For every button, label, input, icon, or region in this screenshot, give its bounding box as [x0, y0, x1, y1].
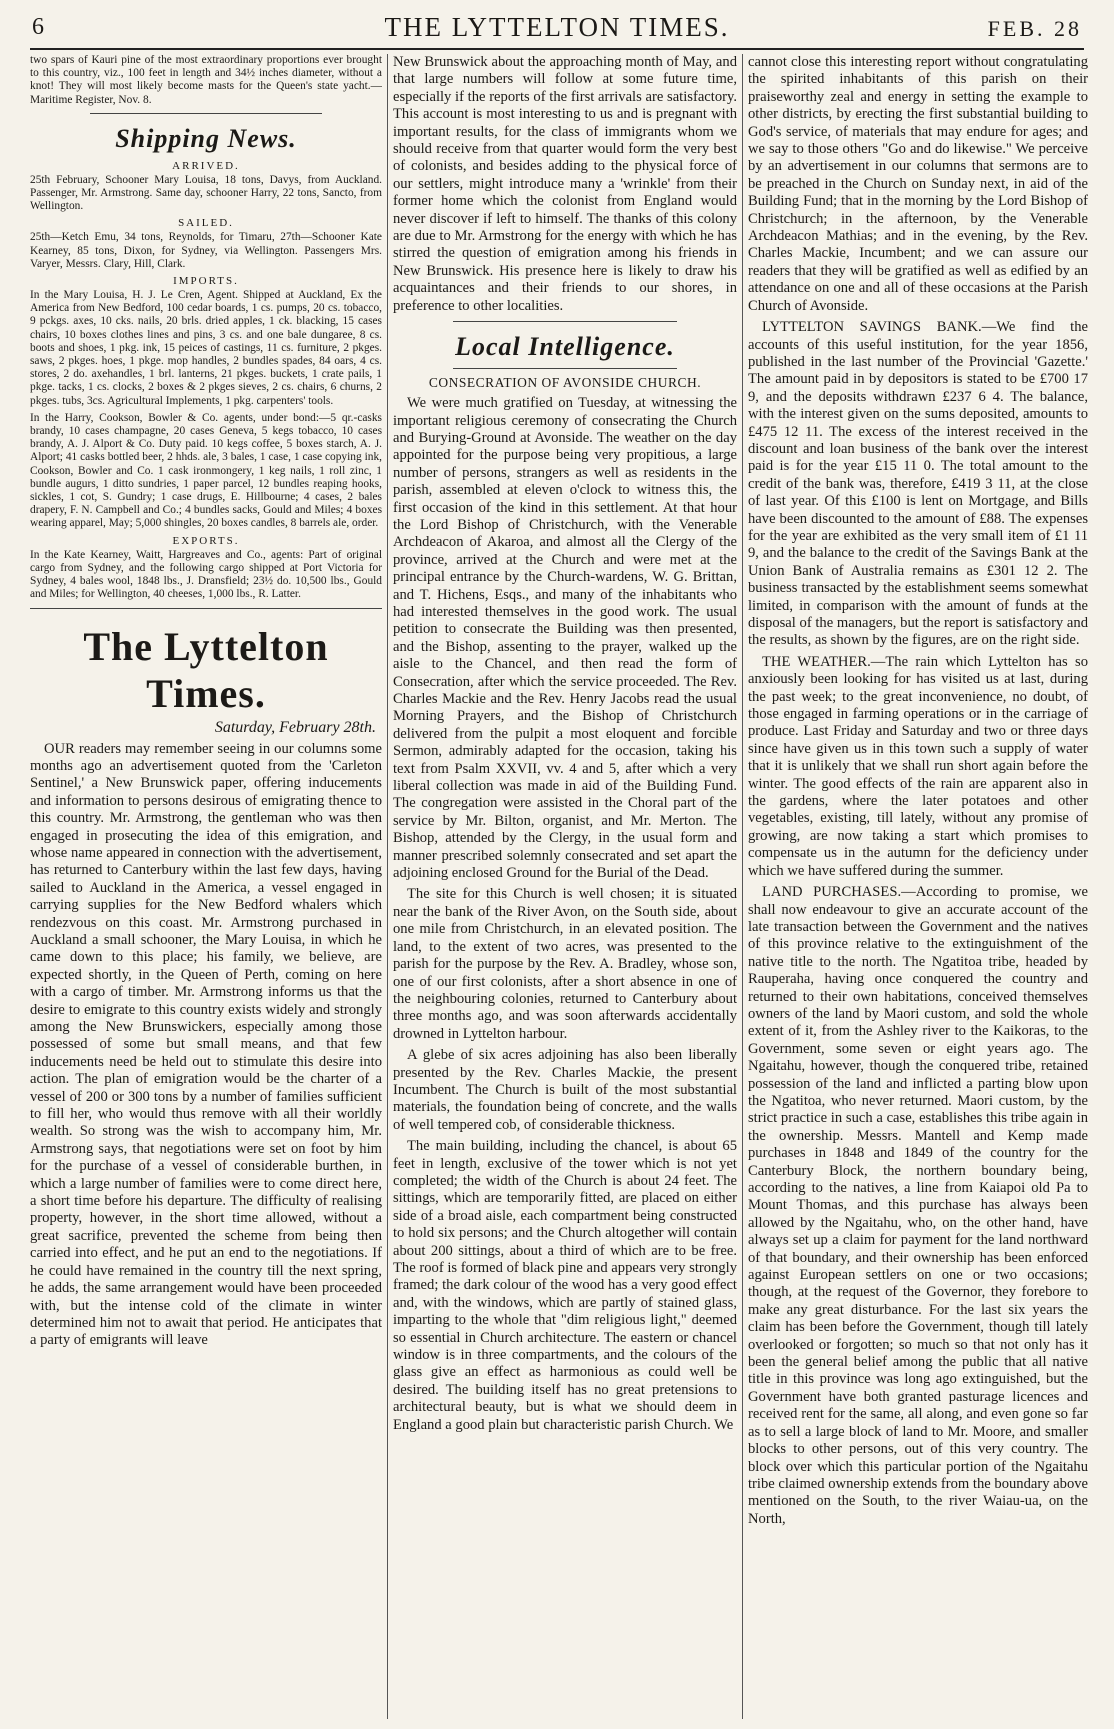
local-intelligence-title: Local Intelligence. — [455, 332, 675, 362]
weather-lead: THE WEATHER. — [762, 653, 871, 670]
consecration-paragraph: The main building, including the chancel, is about 65 feet in length, exclusive of the tower which is not yet completed; the width of the Church is about 24 feet. The sittings, which are temporarily fitted, are placed on either side of a broad aisle, each compartment being constructed to hold six persons; and the Church altogether will contain about 200 sittings, about a third of which are to be free. The roof is formed of black pine and appears very strongly framed; the dark colour of the wood has a very good effect and, with the windows, which are partly of stained glass, imparting to the whole that "dim religious light," deemed so essential in Church architecture. The eastern or chancel window is in three compartments, and the colours of the glass give an effect as harmonious as could well be desired. The building itself has no great pretensions to architectural beauty, but is what we should deem in England a good plain but characteristic parish Church. We — [393, 1138, 737, 1433]
shipping-news-title: Shipping News. — [115, 123, 297, 153]
consecration-paragraph: The site for this Church is well chosen; it is situated near the bank of the River Avon, on the South side, about one mile from Christchurch, in an elevated position. The land, to the extent of two acres, was presented to the parish for the purpose by the Rev. A. Bradley, whose son, one of our first colonists, after a short absence in one of the neighbouring colonies, returned to Canterbury about three months ago, and was soon afterwards accidentally drowned in Lyttelton harbour. — [393, 886, 737, 1042]
column-3 — [748, 54, 1088, 1719]
page-number: 6 — [32, 14, 44, 40]
intro-paragraph: two spars of Kauri pine of the most extraordinary proportions ever brought to this country, viz., 100 feet in length and 34½ inches diameter, without a knot! They will most likely become masts for the Queen's state yacht.—Maritime Register, Nov. 8. — [30, 54, 382, 106]
page-header — [30, 10, 1084, 44]
editorial-continued: New Brunswick about the approaching month of May, and that large numbers will follow at some future time, especially if the reports of the first arrivals are satisfactory. This account is most interesting to us and is pregnant with important results, for the class of immigrants whom we should receive from that quarter would form the very best of colonists, and besides adding to the physical force of our settlers, might introduce many a 'wrinkle' from their former home which the colonist from England would never discover if left to himself. The thanks of this colony are due to Mr. Armstrong for the energy with which he has stirred the question of emigration among his friends in New Brunswick. His presence here is likely to draw his acquaintances and their friends to our shores, in preference to other localities. — [393, 54, 737, 314]
savings-bank-lead: LYTTELTON SAVINGS BANK. — [762, 319, 982, 336]
savings-bank-text: —We find the accounts of this useful institution, for the year 1856, published in the last number of the Provincial 'Gazette.' The amount paid in by depositors is stated to be £700 17 9, and the deposits withdrawn £237 6 4. The balance, with the interest given on the sums deposited, amounts to £475 12 11. The excess of the interest received in the discount and loan business of the bank over the interest paid is for the year £15 11 0. The total amount to the credit of the bank was, therefore, £419 3 11, at the close of last year. Of this £100 is lent on Mortgage, and Bills have been discounted to the amount of £88. The expenses for the year are exhibited as the very small item of £1 11 9, and the balance to the credit of the Savings Bank at the Union Bank of Australia remains as £301 12 2. The business transacted by the establishment seems somewhat limited, in comparison with the amount of funds at the disposal of the managers, but the report is satisfactory and the results, as shown by the figures, are on the right side. — [748, 319, 1088, 649]
section-rule — [90, 113, 322, 114]
weather-text: —The rain which Lyttelton has so anxiously been looking for has visited us at last, during the past week; to the great inconvenience, no doubt, of those engaged in farming operations or in the carriage of produce. Last Friday and Saturday and two or three days since have given us in this town such a supply of water that it is unlikely that we shall run short again before the winter. The good effects of the rain are apparent also in the gardens, where the later potatoes and other vegetables, existing, till lately, without any promise of growing, are now taking a start which promises to compensate us in the autumn for the deficiency under which we have suffered during the summer. — [748, 653, 1088, 879]
savings-bank-paragraph — [748, 319, 1088, 650]
column-divider — [387, 54, 388, 1719]
consecration-continued: cannot close this interesting report without congratulating the spirited inhabitants of this parish on their praiseworthy zeal and energy in setting the example to other districts, by erecting the first substantial building to God's service, of materials that may endure for ages; and we say to those others "Go and do likewise." We perceive by an advertisement in our columns that sermons are to be preached in the Church on Sunday next, in aid of the Building Fund; that in the morning by the Lord Bishop of Christchurch; in the afternoon, by the Venerable Archdeacon Mathias; and in the evening, by the Rev. Charles Mackie, Incumbent; and we can assure our readers that they will be gratified as well as edified by an attendance on one and all of these occasions at the Parish Church of Avonside. — [748, 54, 1088, 314]
column-2 — [393, 54, 737, 1719]
editorial-text: OUR readers may remember seeing in our columns some months ago an advertisement quoted from the 'Carleton Sentinel,' a New Brunswick paper, offering inducements and information to persons desirous of emigrating thence to this country. Mr. Armstrong, the gentleman who was then engaged in prosecuting the idea of this emigration, and whose name appeared in connection with the advertisement, has returned to Canterbury within the last few days, having sailed to Auckland in the America, a vessel engaged in carrying supplies for the New Bedford whalers which rendezvous on this coast. Mr. Armstrong purchased in Auckland a small schooner, the Mary Louisa, in which he came down to this place; his family, we believe, are expected shortly, in the Queen of Perth, coming on here with a cargo of timber. Mr. Armstrong informs us that the desire to emigrate to this country exists widely and strongly among the New Brunswickers, especially among those possessed of some but small means, and that few inducements need be held out to stimulate this desire into action. The plan of emigration would be the charter of a vessel of 200 or 300 tons by a number of families sufficient to fill her, who would thus remove with all their worldly wealth. So strong was the wish to accompany him, Mr. Armstrong says, that negotiations were set on foot by him for the purchase of a vessel of considerable burthen, in which a large number of families were to come direct here, a short time before his departure. The difficulty of realising property, however, in the short time allowed, without a great sacrifice, prevented the scheme from being then carried into effect, and he put an end to the negotiations. If he could have remained in the country till the next spring, he adds, the same arrangement would have been proceeded with, but the intense cold of the climate in winter determined him not to await that period. He anticipates that a party of emigrants will leave — [30, 740, 382, 1349]
column-divider — [742, 54, 743, 1719]
paper-title: The Lyttelton Times. — [83, 623, 329, 716]
section-rule — [30, 608, 382, 609]
consecration-paragraph: We were much gratified on Tuesday, at witnessing the important religious ceremony of consecrating the Church and Burying-Ground at Avonside. The weather on the day appointed for the purpose being very propitious, a large number of persons, strangers as well as residents in the parish, assembled at eleven o'clock to witness this, the first occasion of the kind in this settlement. At that hour the Lord Bishop of Christchurch, with the Venerable Archdeacon of Akaroa, and almost all the Clergy of the province, arrived at the Church and were met at the principal entrance by the Church-wardens, W. G. Brittan, and T. Hichens, Esqs., and many of the inhabitants who had interested themselves in the good work. The usual petition to consecrate the Building was then presented, and the Bishop, assenting to the prayer, walked up the aisle to the Chancel, and then read the form of Consecration, after which the service proceeded. The Rev. Charles Mackie and the Rev. Henry Jacobs read the usual Morning Prayers, and the Bishop of Christchurch delivered from the pulpit a most eloquent and forcible Sermon, admirably adapted for the occasion, taking his text from Psalm XXVII, vv. 4 and 5, after which a very liberal collection was made in aid of the Building Fund. The congregation were assisted in the Choral part of the service by Mr. Bilton, organist, and Mr. Merton. The Bishop, attended by the Clergy, in the usual form and manner prescribed solemnly consecrated and set apart the adjoining enclosed Ground for the Burial of the Dead. — [393, 395, 737, 882]
masthead: THE LYTTELTON TIMES. — [384, 12, 730, 42]
weather-paragraph — [748, 654, 1088, 880]
dateline: Saturday, February 28th. — [214, 718, 376, 736]
issue-date: FEB. 28 — [987, 16, 1082, 41]
section-rule — [453, 321, 677, 322]
arrived-heading: ARRIVED. — [172, 159, 240, 172]
imports-text: In the Harry, Cookson, Bowler & Co. agents, under bond:—5 qr.-casks brandy, 10 cases champagne, 20 cases Geneva, 5 kegs tobacco, 10 cases brandy, A. J. Alport & Co. Duty paid. 10 kegs coffee, 5 boxes starch, A. J. Alport; 41 casks bottled beer, 2 hhds. ale, 3 bales, 1 case, 1 case copying ink, Cookson, Bowler and Co. 1 cask ironmongery, 1 keg nails, 1 roll zinc, 1 bundle augurs, 1 ditto sundries, 1 paper parcel, 12 bundles reaping hooks, sickles, 1 cot, S. Gundry; 1 case drugs, E. Hillbourne; 4 cases, 2 bales drapery, F. N. Campbell and Co.; 4 bundles sacks, Gould and Miles; 4 boxes wearing apparel, May; 5,000 shingles, 20 boxes candles, 8 barrels ale, order. — [30, 411, 382, 530]
consecration-paragraph: A glebe of six acres adjoining has also been liberally presented by the Rev. Charles Mackie, the present Incumbent. The Church is built of the most substantial materials, the foundation being of concrete, and the walls of well tempered cob, of considerable thickness. — [393, 1047, 737, 1133]
arrived-text: 25th February, Schooner Mary Louisa, 18 tons, Davys, from Auckland. Passenger, Mr. Armstrong. Same day, schooner Harry, 22 tons, Sancto, from Wellington. — [30, 173, 382, 213]
consecration-heading: CONSECRATION OF AVONSIDE CHURCH. — [428, 375, 702, 391]
imports-text: In the Mary Louisa, H. J. Le Cren, Agent. Shipped at Auckland, Ex the America from New Bedford, 100 cedar boards, 1 cs. pumps, 20 cs. tobacco, 9 pckgs. axes, 10 cks. nails, 20 brls. dried apples, 1 ck. blacking, 15 cases chairs, 10 boxes clothes lines and pins, 3 cs. and one bale dungaree, 8 cs. boots and shoes, 1 pkg. ink, 15 peices of castings, 11 cs. furniture, 2 pkges. saws, 2 pkges. hoes, 1 pkge. mop handles, 2 bundles spades, 84 oars, 4 cs. stores, 2 do. axehandles, 1 brl. lanterns, 21 pkges. buckets, 1 crate pails, 1 pkge. tacks, 1 cs. clocks, 2 boxes & 2 pkges sieves, 2 cs. chairs, 6 churns, 2 pkges. tubs, 3cs. Agricultural Implements, 1 pkg. carpenters' tools. — [30, 289, 382, 407]
land-purchases-paragraph — [748, 884, 1088, 1528]
imports-heading: IMPORTS. — [173, 275, 239, 288]
exports-text: In the Kate Kearney, Waitt, Hargreaves and Co., agents: Part of original cargo from Sydney, and the following cargo shipped at Port Victoria for Sydney, 4 bales wool, 1848 lbs., J. Dransfield; 23½ do. 10,500 lbs., Gould and Miles; for Wellington, 40 cheeses, 1,000 lbs., R. Latter. — [30, 548, 382, 601]
sailed-text: 25th—Ketch Emu, 34 tons, Reynolds, for Timaru, 27th—Schooner Kate Kearney, 85 tons, Dixon, for Sydney, via Wellington. Passengers Mrs. Varyer, Messrs. Clary, Hill, Clark. — [30, 231, 382, 270]
column-1 — [30, 54, 382, 1719]
sailed-heading: SAILED. — [178, 217, 234, 230]
land-purchases-text: —According to promise, we shall now endeavour to give an accurate account of the late transaction between the Government and the natives of this province relative to the extinguishment of the native title to the north. The Ngatitoa tribe, headed by Rauperaha, having once conquered the country and returned to their own habitations, conceived themselves owners of the land by Maori custom, and sold the whole extent of it, from the Ashley river to the Kaikoras, to the Government, some seven or eight years ago. The Ngaitahu, however, though the conquered tribe, retained possession of the land and inflicted a parting blow upon the Ngatitoa, who never returned. Maori custom, by the strict practice in such a case, establishes this tribe again in the ownership. Messrs. Mantell and Kemp made purchases in 1848 and 1849 of the country for the Canterbury Block, the northern boundary being, according to the natives, a line from Kaiapoi old Pa to Mount Thomas, and this purchase has always been allowed by the Ngaitahu, who, on the other hand, have always set up a claim for payment for the land northward of that boundary, and their ownership has been enforced against European settlers on one or two occasions; though, at the request of the Governor, they forebore to make any great disturbance. For the last six years the claim has been before the Government, though till lately overlooked or forgotten; so much so that not only has it been the general belief among the public that all native title in this province was long ago extinguished, but the Government have both granted pasturage licences and received rent for the same, all along, and even gone so far as to sell a large block of land to Mr. Moore, and smaller blocks to other persons, out of this very country. The block over which this particular portion of the Ngaitahu tribe claimed ownership extends from the boundary above mentioned on the South, to the river Waiau-ua, on the North, — [748, 884, 1088, 1527]
header-rule — [30, 48, 1084, 50]
land-purchases-lead: LAND PURCHASES. — [762, 884, 902, 901]
exports-heading: EXPORTS. — [172, 534, 240, 547]
section-rule — [453, 368, 677, 369]
